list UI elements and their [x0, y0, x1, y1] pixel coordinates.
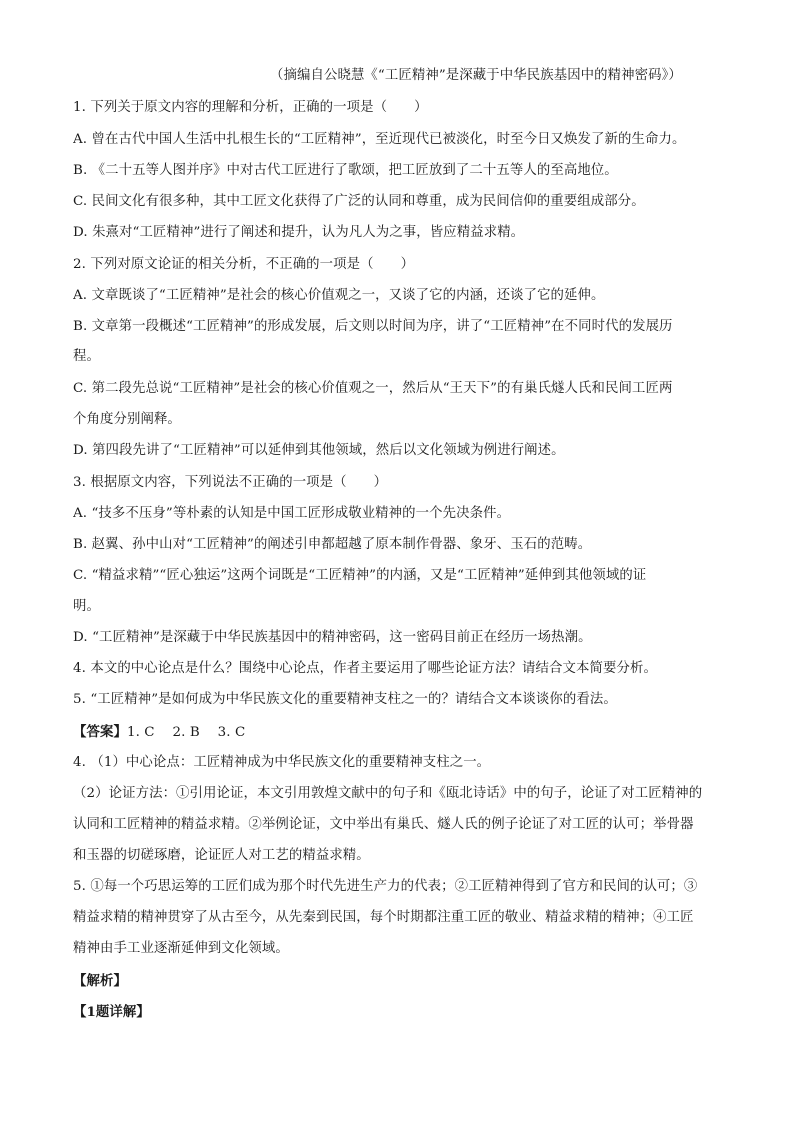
question-1-option-d: D. 朱熹对“工匠精神”进行了阐述和提升，认为凡人为之事，皆应精益求精。	[73, 225, 525, 240]
question-2-option-a: A. 文章既谈了“工匠精神”是社会的核心价值观之一，又谈了它的内涵，还谈了它的延伸。	[73, 288, 605, 303]
question-1-option-c: C. 民间文化有很多种，其中工匠文化获得了广泛的认同和尊重，成为民间信仰的重要组成部分。	[73, 194, 645, 209]
question-3-option-a: A. “技多不压身”等朴素的认知是中国工匠形成敬业精神的一个先决条件。	[73, 506, 511, 521]
answer-5-end: 精神由手工业逐渐延伸到文化领域。	[73, 941, 289, 956]
answer-4-part-2-end: 和玉器的切磋琢磨，论证匠人对工艺的精益求精。	[73, 848, 370, 863]
question-2-option-c-cont: 个角度分别阐释。	[73, 412, 181, 427]
question-3-stem: 3. 根据原文内容，下列说法不正确的一项是（ ）	[73, 475, 388, 490]
question-4-stem: 4. 本文的中心论点是什么？围绕中心论点，作者主要运用了哪些论证方法？请结合文本简要分析。	[73, 661, 657, 676]
answer-5: 5. ①每一个巧思运筹的工匠们成为那个时代先进生产力的代表；②工匠精神得到了官方和民间的认可；③	[73, 879, 698, 894]
source-citation: （摘编自公晓慧《“工匠精神”是深藏于中华民族基因中的精神密码》）	[270, 68, 682, 83]
question-2-option-c: C. 第二段先总说“工匠精神”是社会的核心价值观之一，然后从“王天下”的有巢氏燧人氏和民间工匠两	[73, 381, 673, 396]
answer-4-part-2: （2）论证方法：①引用论证，本文引用敦煌文献中的句子和《瓯北诗话》中的句子，论证了对工匠精神的	[73, 786, 703, 801]
analysis-tag: 【解析】	[73, 973, 127, 989]
question-1-option-b: B. 《二十五等人图并序》中对古代工匠进行了歌颂，把工匠放到了二十五等人的至高地位。	[73, 163, 618, 178]
answer-5-cont: 精益求精的精神贯穿了从古至今，从先秦到民国，每个时期都注重工匠的敬业、精益求精的精神；④工匠	[73, 910, 694, 925]
answer-choices: 1. C 2. B 3. C	[126, 725, 246, 740]
answer-4-part-2-cont: 认同和工匠精神的精益求精。②举例论证，文中举出有巢氏、燧人氏的例子论证了对工匠的认可；举骨器	[73, 817, 694, 832]
question-2-option-d: D. 第四段先讲了“工匠精神”可以延伸到其他领域，然后以文化领域为例进行阐述。	[73, 443, 565, 458]
analysis-detail-1: 【1题详解】	[73, 1004, 150, 1020]
answer-line	[73, 722, 728, 743]
question-3-option-d: D. “工匠精神”是深藏于中华民族基因中的精神密码，这一密码目前正在经历一场热潮。	[73, 630, 592, 645]
question-3-option-c-cont: 明。	[73, 599, 100, 614]
answer-tag: 【答案】	[73, 724, 127, 740]
question-1-option-a: A. 曾在古代中国人生活中扎根生长的“工匠精神”，至近现代已被淡化，时至今日又焕发了新的生命力。	[73, 132, 686, 147]
answer-4-part-1: 4. （1）中心论点：工匠精神成为中华民族文化的重要精神支柱之一。	[73, 755, 491, 770]
question-1-stem: 1. 下列关于原文内容的理解和分析，正确的一项是（ ）	[73, 100, 428, 115]
question-3-option-c: C. “精益求精”“匠心独运”这两个词既是“工匠精神”的内涵，又是“工匠精神”延伸到其他领域的证	[73, 568, 647, 583]
question-2-option-b: B. 文章第一段概述“工匠精神”的形成发展，后文则以时间为序，讲了“工匠精神”在不同时代的发展历	[73, 319, 673, 334]
question-5-stem: 5. “工匠精神”是如何成为中华民族文化的重要精神支柱之一的？请结合文本谈谈你的看法。	[73, 692, 617, 707]
question-2-option-b-cont: 程。	[73, 349, 100, 364]
question-3-option-b: B. 赵翼、孙中山对“工匠精神”的阐述引申都超越了原本制作骨器、象牙、玉石的范畴。	[73, 537, 592, 552]
question-2-stem: 2. 下列对原文论证的相关分析，不正确的一项是（ ）	[73, 257, 415, 272]
